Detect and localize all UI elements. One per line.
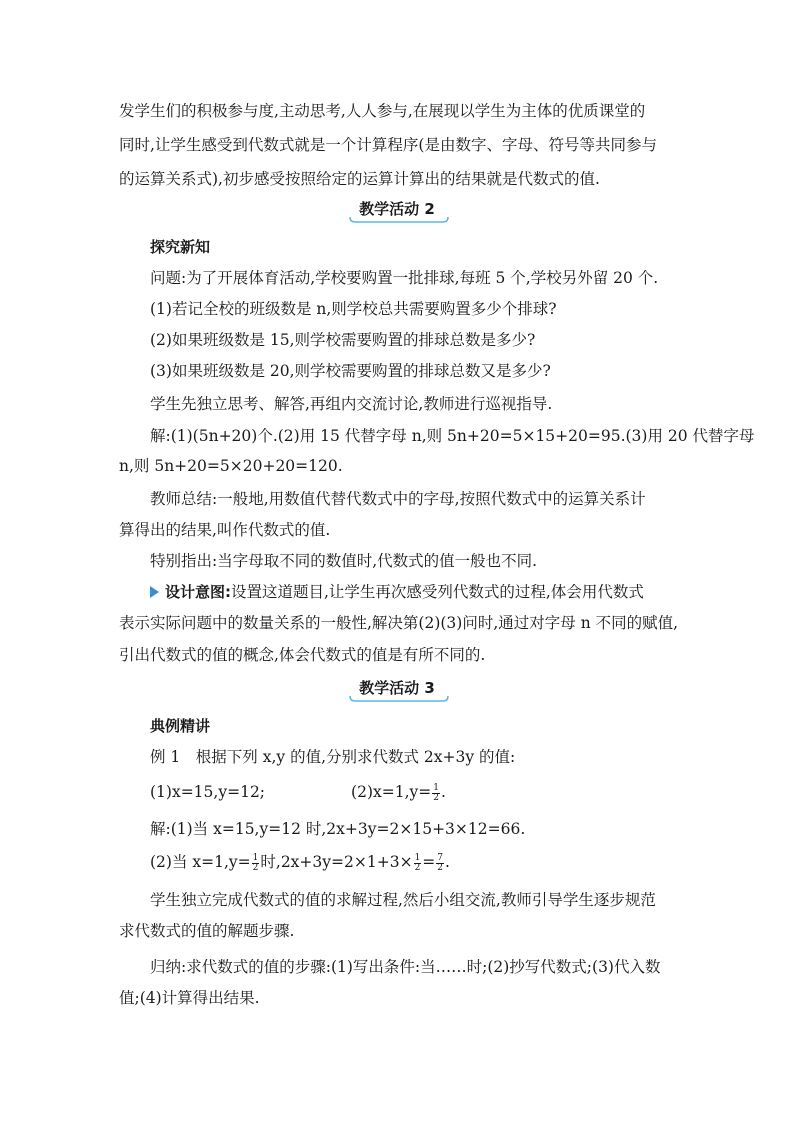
conclusion-line: 值;(4)计算得出结果. — [119, 989, 260, 1007]
example-conditions: (1)x=15,y=12; (2)x=1,y= $\frac{1}{2}$ . — [150, 782, 446, 803]
note-line: 特别指出:当字母取不同的数值时,代数式的值一般也不同. — [150, 552, 538, 570]
play-triangle-icon — [150, 586, 159, 598]
heading-underline-decoration — [349, 695, 449, 702]
paragraph-line: 同时,让学生感受到代数式就是一个计算程序(是由数字、字母、符号等共同参与 — [119, 136, 657, 154]
condition-2: (2)x=1,y= — [351, 783, 432, 801]
question-3: (3)如果班级数是 20,则学校需要购置的排球总数又是多少? — [150, 362, 551, 380]
heading-text: 教学活动 3 — [359, 679, 435, 697]
answer-line: 解:(1)(5n+20)个.(2)用 15 代替字母 n,则 5n+20=5×15+20=95.(3)用 20 代替字母 — [150, 427, 755, 445]
fraction: $\frac{1}{2}$ — [414, 852, 421, 873]
conclusion-line: 归纳:求代数式的值的步骤:(1)写出条件:当……时;(2)抄写代数式;(3)代入数 — [150, 958, 661, 976]
heading-text: 教学活动 2 — [359, 200, 435, 218]
section-heading-activity-2 — [0, 199, 794, 223]
design-intent-text: 设置这道题目,让学生再次感受列代数式的过程,体会用代数式 — [231, 583, 644, 601]
paragraph-line: 发学生们的积极参与度,主动思考,人人参与,在展现以学生为主体的优质课堂的 — [119, 102, 646, 120]
design-intent-line: 表示实际问题中的数量关系的一般性,解决第(2)(3)问时,通过对字母 n 不同的赋值, — [119, 614, 679, 632]
fraction: $\frac{1}{2}$ — [433, 782, 439, 803]
paragraph-line: 求代数式的值的解题步骤. — [119, 922, 295, 940]
summary-line: 教师总结:一般地,用数值代替代数式中的字母,按照代数式中的运算关系计 — [150, 490, 646, 508]
paragraph-line: 学生独立完成代数式的值的求解过程,然后小组交流,教师引导学生逐步规范 — [150, 891, 656, 909]
condition-1: (1)x=15,y=12; — [150, 783, 266, 801]
design-intent-line: 引出代数式的值的概念,体会代数式的值是有所不同的. — [119, 646, 486, 664]
heading-underline-decoration — [349, 216, 449, 223]
solution-line: (2)当 x=1,y= $\frac{1}{2}$ 时,2x+3y=2×1+3× $\frac{1}{2}$ = $\frac{7}{2}$ . — [150, 852, 450, 873]
summary-line: 算得出的结果,叫作代数式的值. — [119, 521, 331, 539]
example-line: 例 1 根据下列 x,y 的值,分别求代数式 2x+3y 的值: — [150, 748, 516, 766]
fraction: $\frac{7}{2}$ — [437, 852, 444, 873]
problem-text: 问题:为了开展体育活动,学校要购置一批排球,每班 5 个,学校另外留 20 个. — [150, 269, 659, 287]
solution-line: 解:(1)当 x=15,y=12 时,2x+3y=2×15+3×12=66. — [150, 820, 526, 838]
subsection-title: 探究新知 — [150, 238, 211, 256]
fraction: $\frac{1}{2}$ — [252, 852, 259, 873]
question-1: (1)若记全校的班级数是 n,则学校总共需要购置多少个排球? — [150, 300, 557, 318]
design-intent-label: 设计意图: — [165, 583, 231, 601]
design-intent-line — [150, 582, 710, 602]
paragraph-line: 学生先独立思考、解答,再组内交流讨论,教师进行巡视指导. — [150, 395, 553, 413]
section-heading-activity-3 — [0, 678, 794, 702]
paragraph-line: 的运算关系式),初步感受按照给定的运算计算出的结果就是代数式的值. — [119, 170, 600, 188]
question-2: (2)如果班级数是 15,则学校需要购置的排球总数是多少? — [150, 331, 536, 349]
subsection-title: 典例精讲 — [150, 717, 211, 735]
answer-line: n,则 5n+20=5×20+20=120. — [119, 457, 343, 475]
